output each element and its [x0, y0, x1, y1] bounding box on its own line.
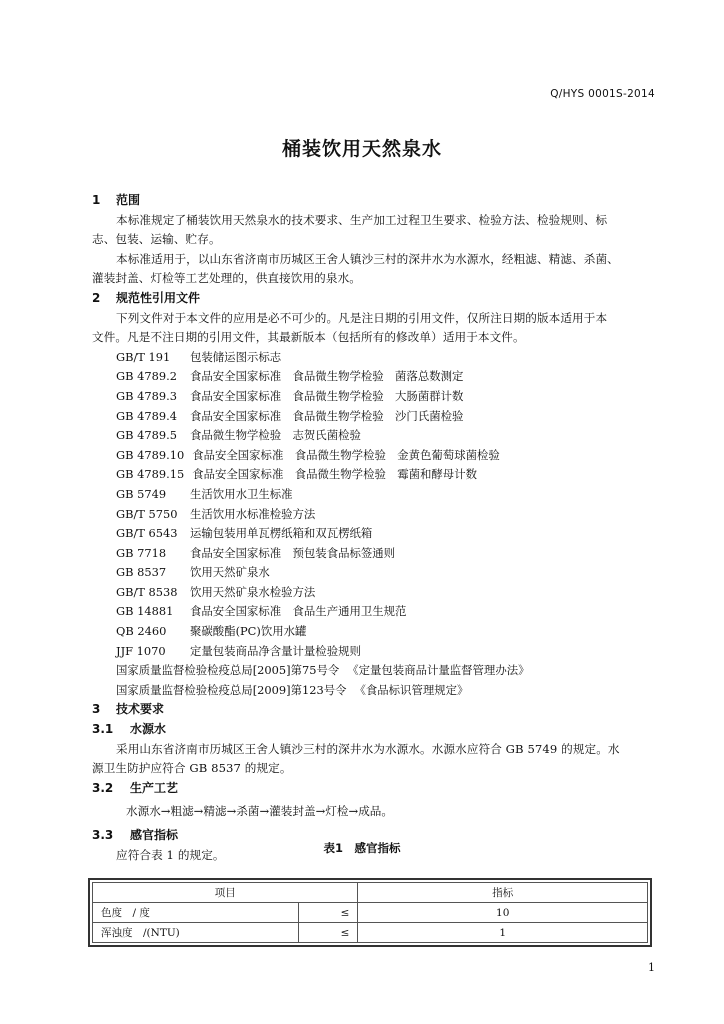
section-3-1-para-cont: 源卫生防护应符合 GB 8537 的规定。 [92, 761, 292, 776]
sensory-table [88, 878, 652, 947]
section-3-1-para: 采用山东省济南市历城区王舍人镇沙三村的深井水为水源水。水源水应符合 GB 5749 的规定。水 [116, 741, 620, 756]
reference-item: GB 4789.10 食品安全国家标准 食品微生物学检验 金黄色葡萄球菌检验 [116, 447, 500, 462]
row-symbol: ≤ [298, 903, 358, 923]
reference-list [92, 348, 658, 701]
document-title: 桶装饮用天然泉水 [281, 138, 442, 160]
page-number: 1 [648, 961, 655, 974]
reference-item: GB/T 6543 运输包装用单瓦楞纸箱和双瓦楞纸箱 [116, 526, 373, 541]
section-1-para-1: 本标准规定了桶装饮用天然泉水的技术要求、生产加工过程卫生要求、检验方法、检验规则、标 [116, 212, 608, 227]
row-value: 10 [358, 903, 648, 923]
reference-item: JJF 1070 定量包装商品净含量计量检验规则 [116, 643, 361, 658]
reference-item: QB 2460 聚碳酸酯(PC)饮用水罐 [116, 624, 307, 639]
column-header-value: 指标 [358, 883, 648, 903]
row-item: 色度 / 度 [93, 903, 299, 923]
reference-item: GB 14881 食品安全国家标准 食品生产通用卫生规范 [116, 604, 407, 619]
row-item: 浑浊度 /(NTU) [93, 923, 299, 943]
reference-item: GB 8537 饮用天然矿泉水 [116, 565, 270, 580]
reference-item: GB 7718 食品安全国家标准 预包装食品标签通则 [116, 545, 396, 560]
section-3-2-heading: 3.2 生产工艺 [92, 780, 179, 795]
section-2-para-1: 下列文件对于本文件的应用是必不可少的。凡是注日期的引用文件，仅所注日期的版本适用于本 [116, 310, 608, 325]
table-caption: 表1 感官指标 [323, 841, 401, 855]
section-1-heading: 1 范围 [92, 193, 141, 207]
reference-item: GB 4789.15 食品安全国家标准 食品微生物学检验 霉菌和酵母计数 [116, 467, 477, 482]
reference-item: GB 4789.3 食品安全国家标准 食品微生物学检验 大肠菌群计数 [116, 388, 464, 403]
reference-item: 国家质量监督检验检疫总局[2009]第123号令 《食品标识管理规定》 [116, 682, 469, 697]
column-header-item: 项目 [93, 883, 358, 903]
reference-item: 国家质量监督检验检疫总局[2005]第75号令 《定量包装商品计量监督管理办法》 [116, 663, 530, 678]
section-3-1-heading: 3.1 水源水 [92, 722, 167, 737]
table-row [93, 903, 648, 923]
section-1-para-1-cont: 志、包装、运输、贮存。 [92, 232, 221, 247]
reference-item: GB/T 5750 生活饮用水标准检验方法 [116, 506, 316, 521]
section-1-para-2: 本标准适用于，以山东省济南市历城区王舍人镇沙三村的深井水为水源水，经粗滤、精滤、杀菌、 [116, 251, 619, 266]
process-flow: 水源水→粗滤→精滤→杀菌→灌装封盖→灯检→成品。 [126, 804, 393, 819]
section-3-3-para: 应符合表 1 的规定。 [116, 847, 225, 862]
reference-item: GB 4789.4 食品安全国家标准 食品微生物学检验 沙门氏菌检验 [116, 408, 464, 423]
section-2-para-1-cont: 文件。凡是不注日期的引用文件，其最新版本（包括所有的修改单）适用于本文件。 [92, 330, 525, 345]
section-3-heading: 3 技术要求 [92, 702, 165, 717]
reference-item: GB/T 191 包装储运图示标志 [116, 349, 282, 364]
section-3-3-heading: 3.3 感官指标 [92, 828, 179, 842]
document-body [92, 191, 658, 865]
section-2-heading: 2 规范性引用文件 [92, 290, 201, 305]
row-symbol: ≤ [298, 923, 358, 943]
reference-item: GB/T 8538 饮用天然矿泉水检验方法 [116, 584, 316, 599]
table-header-row [93, 883, 648, 903]
table-row [93, 923, 648, 943]
reference-item: GB 4789.2 食品安全国家标准 食品微生物学检验 菌落总数测定 [116, 369, 464, 384]
reference-item: GB 5749 生活饮用水卫生标准 [116, 486, 293, 501]
section-1-para-2-cont: 灌装封盖、灯检等工艺处理的，供直接饮用的泉水。 [92, 271, 361, 286]
reference-item: GB 4789.5 食品微生物学检验 志贺氏菌检验 [116, 428, 361, 443]
row-value: 1 [358, 923, 648, 943]
standard-code: Q/HYS 0001S-2014 [550, 88, 655, 100]
